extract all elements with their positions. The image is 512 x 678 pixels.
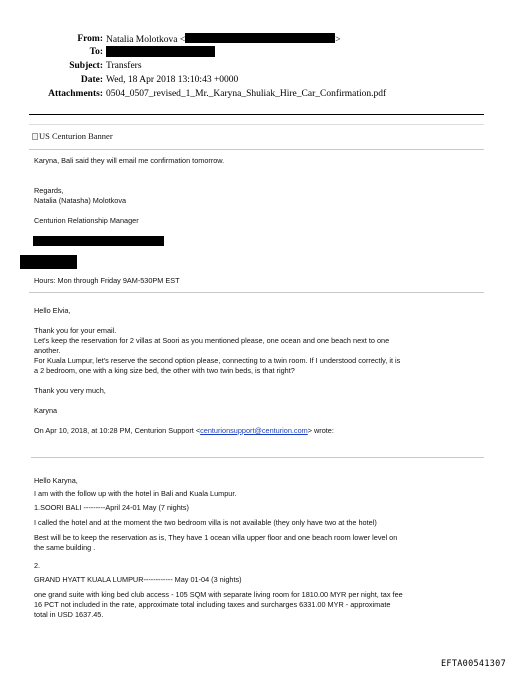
redaction-bar <box>20 255 77 269</box>
date-value: Wed, 18 Apr 2018 13:10:43 +0000 <box>106 75 239 85</box>
message-line: Let's keep the reservation for 2 villas at Soori as you mentioned please, one ocean and one beach next to one <box>34 336 390 345</box>
greeting: Hello Elvia, <box>34 306 71 315</box>
quote-divider <box>31 457 484 458</box>
from-label: From: <box>77 34 103 44</box>
regards: Regards, <box>34 186 64 195</box>
header-divider <box>29 114 484 115</box>
broken-image-icon <box>32 133 38 140</box>
redaction-bar <box>33 236 164 246</box>
message-line: For Kuala Lumpur, let's reserve the second option please, connecting to a twin room. If I understood correctly, it is <box>34 356 401 365</box>
reply-line: Karyna, Bali said they will email me confirmation tomorrow. <box>34 156 225 165</box>
message-line: I am with the follow up with the hotel in Bali and Kuala Lumpur. <box>34 489 237 498</box>
from-value: Natalia Molotkova < <box>106 35 186 45</box>
reply-divider <box>29 292 484 293</box>
banner-image <box>32 132 113 142</box>
message-line: 2. <box>34 561 41 570</box>
greeting: Hello Karyna, <box>34 476 78 485</box>
email-link[interactable]: centurionsupport@centurion.com <box>200 426 308 435</box>
sender-name: Natalia (Natasha) Molotkova <box>34 196 127 205</box>
message-line: I called the hotel and at the moment the two bedroom villa is not available (they only have two at the hotel) <box>34 518 377 527</box>
office-hours: Hours: Mon through Friday 9AM-530PM EST <box>34 276 180 285</box>
sender-title: Centurion Relationship Manager <box>34 216 139 225</box>
message-line: another. <box>34 346 61 355</box>
date-label: Date: <box>80 75 103 85</box>
message-line: total in USD 1637.45. <box>34 610 104 619</box>
banner-divider <box>29 149 484 150</box>
message-line: 1.SOORI BALI ---------April 24-01 May (7 nights) <box>34 503 189 512</box>
thanks-line: Thank you very much, <box>34 386 106 395</box>
subject-value: Transfers <box>106 61 142 71</box>
message-line: 16 PCT not included in the rate, approximate total including taxes and surcharges 6331.00 MYR - approximate <box>34 600 391 609</box>
message-line: GRAND HYATT KUALA LUMPUR------------ May 01-04 (3 nights) <box>34 575 242 584</box>
from-close: > <box>335 35 341 45</box>
message-line: Thank you for your email. <box>34 326 117 335</box>
document-id: EFTA00541307 <box>440 659 506 669</box>
attachment-link[interactable]: 0504_0507_revised_1_Mr._Karyna_Shuliak_Hire_Car_Confirmation.pdf <box>106 89 387 99</box>
subject-label: Subject: <box>69 61 103 71</box>
message-line: a 2 bedroom, one with a king size bed, the other with two twin beds, is that right? <box>34 366 295 375</box>
message-line: Best will be to keep the reservation as is, They have 1 ocean villa upper floor and one beach room lower level on <box>34 533 398 542</box>
to-label: To: <box>89 47 103 57</box>
attachments-label: Attachments: <box>48 89 103 99</box>
message-line: one grand suite with king bed club access - 105 SQM with separate living room for 1810.00 MYR per night, tax fee <box>34 590 403 599</box>
message-line: the same building . <box>34 543 96 552</box>
body-top-border <box>29 124 484 125</box>
quote-header: On Apr 10, 2018, at 10:28 PM, Centurion Support <centurionsupport@centurion.com> wrote: <box>34 426 334 435</box>
redaction-bar <box>185 33 335 43</box>
banner-alt-text: US Centurion Banner <box>39 131 113 141</box>
redaction-bar <box>106 46 215 57</box>
signature: Karyna <box>34 406 58 415</box>
